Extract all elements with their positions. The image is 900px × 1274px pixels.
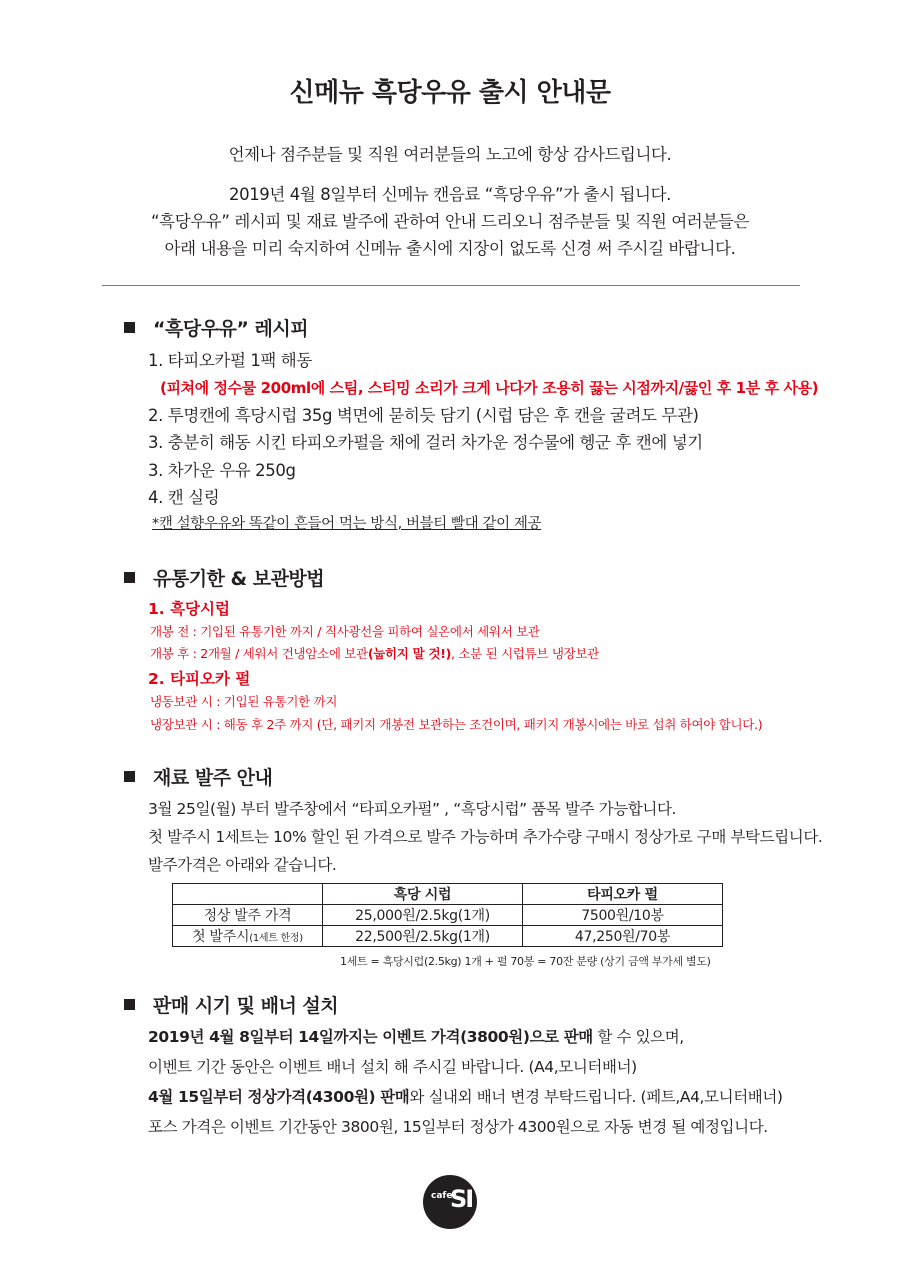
recipe-step-5: 4. 캔 실링	[148, 488, 220, 507]
page-title: 신메뉴 흑당우유 출시 안내문	[289, 78, 611, 108]
square-bullet-icon	[124, 999, 135, 1010]
syrup-line-2	[150, 644, 599, 662]
square-bullet-icon	[124, 572, 135, 583]
section-title: “흑당우유” 레시피	[153, 318, 309, 340]
sales-line-1	[148, 1025, 684, 1047]
section-sales-heading	[124, 991, 338, 1018]
sales-line-2: 이벤트 기간 동안은 이벤트 배너 설치 해 주시길 바랍니다. (A4,모니터배너)	[148, 1058, 637, 1076]
table-cell: 22,500원/2.5kg(1개)	[323, 926, 523, 947]
sales-line-3-rest: 와 실내외 배너 변경 부탁드립니다. (페트,A4,모니터배너)	[409, 1088, 783, 1106]
row-label: 첫 발주시	[192, 929, 250, 945]
cafe-si-logo	[423, 1175, 477, 1229]
pearl-line-2: 냉장보관 시 : 해동 후 2주 까지 (단, 패키지 개봉전 보관하는 조건이며, 패키지 개봉시에는 바로 섭취 하여야 합니다.)	[150, 717, 763, 732]
intro-line-2: 2019년 4월 8일부터 신메뉴 캔음료 “흑당우유”가 출시 됩니다.	[229, 185, 671, 204]
divider	[102, 285, 800, 286]
intro-line-1: 언제나 점주분들 및 직원 여러분들의 노고에 항상 감사드립니다.	[228, 145, 672, 164]
logo-cafe-text: cafe	[431, 1191, 453, 1201]
recipe-step-1: 1. 타피오카펄 1팩 해동	[148, 351, 312, 370]
recipe-step-3: 3. 충분히 해동 시킨 타피오카펄을 채에 걸러 차가운 정수물에 헹군 후 캔에 넣기	[148, 433, 703, 452]
syrup-line-2-b: (눕히지 말 것!)	[367, 646, 452, 661]
section-title: 유통기한 & 보관방법	[153, 568, 325, 590]
table-note: 1세트 = 흑당시럽(2.5kg) 1개 + 펄 70봉 = 70잔 분량 (상기 금액 부가세 별도)	[340, 955, 711, 968]
square-bullet-icon	[124, 322, 135, 333]
sales-line-4: 포스 가격은 이벤트 기간동안 3800원, 15일부터 정상가 4300원으로 자동 변경 될 예정입니다.	[148, 1118, 768, 1136]
order-line-2: 첫 발주시 1세트는 10% 할인 된 가격으로 발주 가능하며 추가수량 구매시 정상가로 구매 부탁드립니다.	[148, 828, 823, 846]
recipe-step-1-note: (피쳐에 정수물 200ml에 스팀, 스티밍 소리가 크게 나다가 조용히 끓는 시점까지/끓인 후 1분 후 사용)	[160, 379, 819, 397]
syrup-line-2-a: 개봉 후 : 2개월 / 세워서 건냉암소에 보관	[150, 646, 368, 661]
table-header-cell: 타피오카 펄	[523, 884, 723, 905]
table-cell	[173, 926, 323, 947]
section-storage-heading	[124, 564, 324, 591]
order-line-1: 3월 25일(월) 부터 발주창에서 “타피오카펄” , “흑당시럽” 품목 발주 가능합니다.	[148, 800, 677, 818]
section-order-heading	[124, 763, 272, 790]
recipe-step-4: 3. 차가운 우유 250g	[148, 461, 296, 480]
table-header-row	[173, 884, 723, 905]
recipe-note: *캔 설향우유와 똑같이 흔들어 먹는 방식, 버블티 빨대 같이 제공	[152, 516, 542, 532]
table-cell: 47,250원/70봉	[523, 926, 723, 947]
section-title: 판매 시기 및 배너 설치	[153, 995, 339, 1017]
syrup-line-2-c: , 소분 된 시럽튜브 냉장보관	[451, 646, 599, 661]
recipe-step-2: 2. 투명캔에 흑당시럽 35g 벽면에 묻히듯 담기 (시럽 담은 후 캔을 굴려도 무관)	[148, 406, 699, 425]
intro-line-3: “흑당우유” 레시피 및 재료 발주에 관하여 안내 드리오니 점주분들 및 직원 여러분들은	[151, 212, 749, 231]
table-row	[173, 905, 723, 926]
table-cell: 25,000원/2.5kg(1개)	[323, 905, 523, 926]
table-row	[173, 926, 723, 947]
syrup-line-1: 개봉 전 : 기입된 유통기한 까지 / 직사광선을 피하여 실온에서 세워서 보관	[150, 624, 540, 639]
sales-line-3	[148, 1085, 783, 1107]
table-cell: 정상 발주 가격	[173, 905, 323, 926]
sales-line-3-bold: 4월 15일부터 정상가격(4300원) 판매	[148, 1088, 410, 1106]
syrup-title: 1. 흑당시럽	[148, 600, 230, 618]
table-header-cell: 흑당 시럽	[323, 884, 523, 905]
sales-line-1-rest: 할 수 있으며,	[592, 1028, 684, 1046]
table-header-cell	[173, 884, 323, 905]
table-cell: 7500원/10봉	[523, 905, 723, 926]
order-line-3: 발주가격은 아래와 같습니다.	[148, 856, 337, 874]
logo-mark: SI	[450, 1185, 473, 1213]
section-recipe-heading	[124, 314, 308, 341]
pearl-line-1: 냉동보관 시 : 기입된 유통기한 까지	[150, 694, 338, 709]
price-table	[172, 883, 723, 947]
sales-line-1-bold: 2019년 4월 8일부터 14일까지는 이벤트 가격(3800원)으로 판매	[148, 1028, 593, 1046]
pearl-title: 2. 타피오카 펄	[148, 670, 251, 688]
intro-line-4: 아래 내용을 미리 숙지하여 신메뉴 출시에 지장이 없도록 신경 써 주시길 바랍니다.	[164, 239, 736, 258]
section-title: 재료 발주 안내	[153, 767, 273, 789]
square-bullet-icon	[124, 771, 135, 782]
row-label-small: (1세트 한정)	[249, 933, 303, 944]
